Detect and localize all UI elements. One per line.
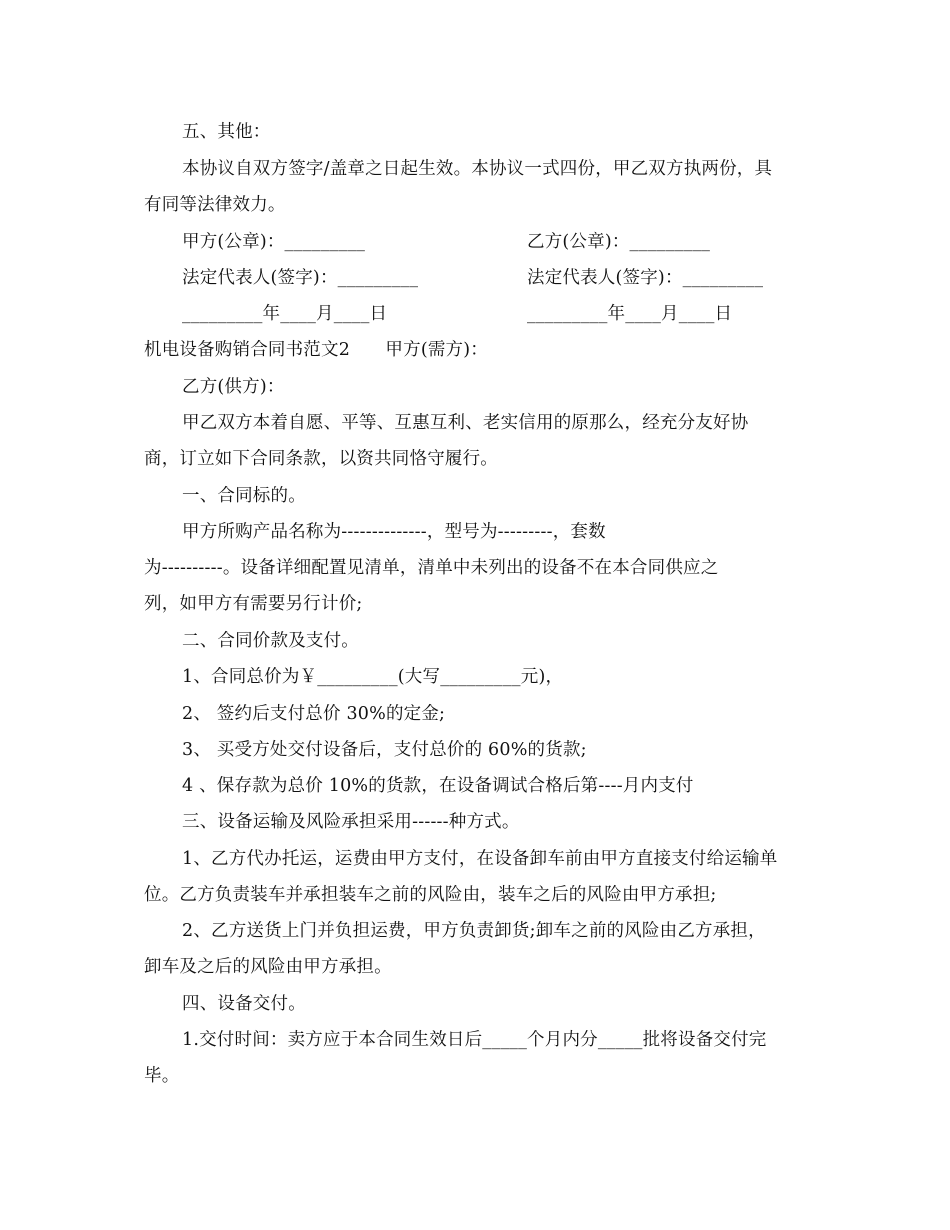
section-2-item: 1、合同总价为￥_________(大写_________元)， xyxy=(182,667,564,687)
section-4-heading: 四、设备交付。 xyxy=(182,994,306,1014)
section-1-line: 列，如甲方有需要另行计价; xyxy=(144,594,363,614)
section-3-item-line: 卸车及之后的风险由甲方承担。 xyxy=(144,957,392,977)
section-2-item: 3、 买受方处交付设备后，支付总价的 60%的货款; xyxy=(182,740,587,760)
section-3-heading: 三、设备运输及风险承担采用------种方式。 xyxy=(182,812,520,832)
party-a-seal-field: 甲方(公章)：_________ xyxy=(182,232,366,252)
section-4-item-line: 1.交付时间：卖方应于本合同生效日后_____个月内分_____批将设备交付完 xyxy=(182,1030,767,1050)
section-1-heading: 一、合同标的。 xyxy=(182,486,306,506)
section-3-item-line: 1、乙方代办托运，运费由甲方支付，在设备卸车前由甲方直接支付给运输单 xyxy=(182,849,778,869)
party-a-representative-field: 法定代表人(签字)：_________ xyxy=(182,268,419,288)
contract-2-intro-line: 甲乙双方本着自愿、平等、互惠互利、老实信用的原那么，经充分友好协 xyxy=(182,413,749,433)
section-4-item-line: 毕。 xyxy=(144,1066,180,1086)
section-2-heading: 二、合同价款及支付。 xyxy=(182,631,359,651)
contract-2-intro-line: 商，订立如下合同条款，以资共同恪守履行。 xyxy=(144,449,498,469)
party-b-seal-field: 乙方(公章)：_________ xyxy=(527,232,711,252)
section-2-item: 2、 签约后支付总价 30%的定金; xyxy=(182,704,446,724)
section-1-line: 甲方所购产品名称为--------------，型号为---------，套数 xyxy=(182,522,606,542)
section-5-paragraph-line: 有同等法律效力。 xyxy=(144,195,286,215)
party-a-date-field: _________年____月____日 xyxy=(182,304,388,324)
party-b-representative-field: 法定代表人(签字)：_________ xyxy=(527,268,764,288)
section-5-paragraph-line: 本协议自双方签字/盖章之日起生效。本协议一式四份，甲乙双方执两份，具 xyxy=(182,159,773,179)
section-2-item: 4 、保存款为总价 10%的货款，在设备调试合格后第----月内支付 xyxy=(182,776,694,796)
section-3-item-line: 2、乙方送货上门并负担运费，甲方负责卸货;卸车之前的风险由乙方承担， xyxy=(182,921,766,941)
contract-2-party-b: 乙方(供方)： xyxy=(182,377,285,397)
section-5-heading: 五、其他： xyxy=(182,122,271,142)
section-1-line: 为----------。设备详细配置见清单，清单中未列出的设备不在本合同供应之 xyxy=(144,558,719,578)
contract-2-title-line: 机电设备购销合同书范文2 甲方(需方)： xyxy=(144,340,488,360)
party-b-date-field: _________年____月____日 xyxy=(527,304,733,324)
section-3-item-line: 位。乙方负责装车并承担装车之前的风险由，装车之后的风险由甲方承担; xyxy=(144,885,717,905)
